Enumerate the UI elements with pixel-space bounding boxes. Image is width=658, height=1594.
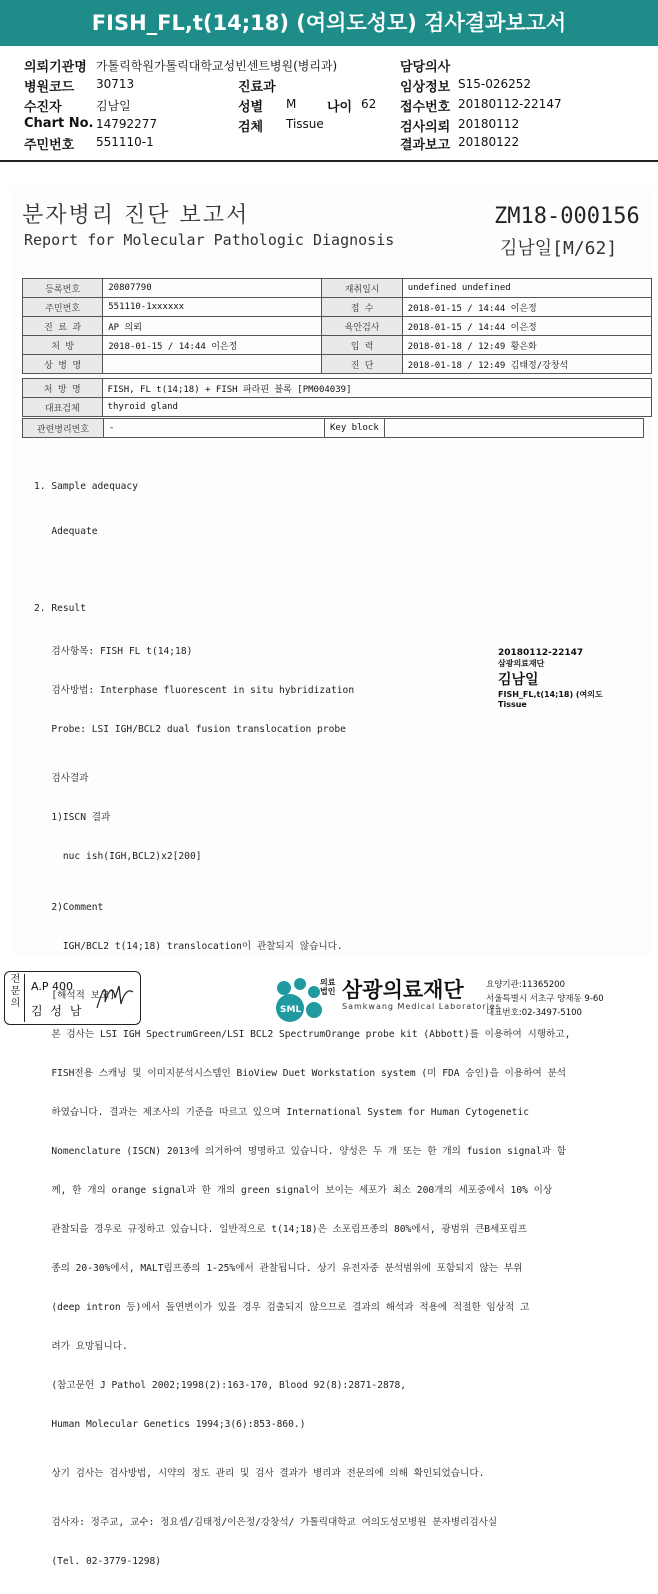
body-line: (deep intron 등)에서 돌연변이가 있을 경우 검출되지 않으므로 결과의 해석과 적용에 적절한 임상적 고 <box>34 1302 530 1313</box>
order-label: 처 방 명 <box>23 379 103 398</box>
related-table <box>22 418 644 438</box>
body-line: (Tel. 02-3779-1298) <box>34 1556 162 1567</box>
table-label: 처 방 <box>23 336 103 355</box>
table-label: 진 료 과 <box>23 317 103 336</box>
sticker-test: FISH_FL,t(14;18) (여의도 <box>498 690 603 699</box>
body-line: IGH/BCL2 t(14;18) translocation이 관찰되지 않습니다. <box>34 941 343 952</box>
value-hospital-code: 30713 <box>96 77 135 91</box>
label-resident-no: 주민번호 <box>24 138 75 153</box>
table-label: 주민번호 <box>23 298 103 317</box>
label-department: 진료과 <box>238 80 276 95</box>
body-line: 1)ISCN 결과 <box>34 812 111 823</box>
footer <box>0 966 658 1039</box>
org-info-line: 서울특별시 서초구 양재동 9-60 <box>486 994 604 1004</box>
table-value: 2018-01-18 / 12:49 김태정/강창석 <box>402 355 651 374</box>
label-hospital-code: 병원코드 <box>24 80 75 95</box>
section-heading: 1. Sample adequacy <box>34 481 138 492</box>
patient-header <box>0 50 658 160</box>
value-age: 62 <box>361 97 377 111</box>
logo-prefix <box>320 978 335 996</box>
table-value: AP 의뢰 <box>103 317 322 336</box>
pathologist-stamp <box>4 971 141 1025</box>
label-requesting-org: 의뢰기관명 <box>24 60 87 75</box>
table-value: 2018-01-18 / 12:49 황은화 <box>402 336 651 355</box>
table-value: undefined undefined <box>402 279 651 298</box>
table-row <box>23 298 652 317</box>
report-banner-title: FISH_FL,t(14;18) (여의도성모) 검사결과보고서 <box>91 11 567 35</box>
table-value: 2018-01-15 / 14:44 이은정 <box>402 317 651 336</box>
table-label: 육안검사 <box>322 317 402 336</box>
table-row <box>23 279 652 298</box>
body-line: 관찰되을 경우로 규정하고 있습니다. 일반적으로 t(14;18)은 소포림프종의 80%에서, 광범위 큰B세포림프 <box>34 1224 528 1235</box>
section-heading: 2. Result <box>34 603 86 614</box>
keyblock-value <box>384 419 643 438</box>
label-report-date: 결과보고 <box>400 138 451 153</box>
stamp-name: 김 성 남 <box>31 1004 84 1018</box>
body-line: (참고문헌 J Pathol 2002;1998(2):163-170, Blood 92(8):2871-2878, <box>34 1380 407 1391</box>
body-line: 본 검사는 LSI IGH SpectrumGreen/LSI BCL2 SpectrumOrange probe kit (Abbott)를 이용하여 시행하고, <box>34 1029 571 1040</box>
body-line: 려가 요망됩니다. <box>34 1341 128 1352</box>
logo-prefix-1: 의료 <box>320 978 336 987</box>
sticker-number: 20180112-22147 <box>498 648 584 658</box>
table-value: 2018-01-15 / 14:44 이은정 <box>402 298 651 317</box>
value-specimen: Tissue <box>286 117 324 131</box>
keyblock-label: Key block <box>325 419 385 438</box>
logo-badge: SML <box>280 1005 302 1015</box>
org-info <box>486 978 604 1020</box>
body-line: [해석적 보고] <box>34 990 115 1001</box>
value-request-date: 20180112 <box>458 117 520 131</box>
sticker-org: 삼광의료재단 <box>498 659 545 668</box>
body-line: 검사방법: Interphase fluorescent in situ hybridization <box>34 685 355 696</box>
report-title-korean: 분자병리 진단 보고서 <box>22 203 250 228</box>
value-clinical-info: S15-026252 <box>458 77 532 91</box>
specimen-value: thyroid gland <box>102 398 651 417</box>
body-line: Human Molecular Genetics 1994;3(6):853-860.) <box>34 1419 306 1430</box>
report-banner <box>0 0 658 46</box>
table-row <box>23 398 652 417</box>
org-info-line: 요양기관:11365200 <box>486 980 565 990</box>
header-divider <box>0 160 658 162</box>
table-label: 상 병 명 <box>23 355 103 374</box>
report-title-english: Report for Molecular Pathologic Diagnosis <box>24 231 395 249</box>
body-line: nuc ish(IGH,BCL2)x2[200] <box>34 851 202 862</box>
body-line: 검사자: 정주교, 교수: 정요셉/김태정/이은정/강창석/ 가톨릭대학교 여의도성모병원 분자병리검사실 <box>34 1517 498 1528</box>
stamp-code: A.P 400 <box>31 980 73 993</box>
report-number: ZM18-000156 <box>494 204 640 229</box>
label-chart-no: Chart No. <box>24 116 94 131</box>
registration-table <box>22 278 652 374</box>
body-line: Nomenclature (ISCN) 2013에 의거하여 명명하고 있습니다. 양성은 두 개 또는 한 개의 fusion signal과 함 <box>34 1146 567 1157</box>
table-value <box>103 355 322 374</box>
table-label: 등록번호 <box>23 279 103 298</box>
table-value: 2018-01-15 / 14:44 이은정 <box>103 336 322 355</box>
signature-icon <box>93 978 137 1016</box>
body-line: 하였습니다. 결과는 제조사의 기준을 따르고 있으며 International System for Human Cytogenetic <box>34 1107 529 1118</box>
specimen-sticker <box>498 648 603 709</box>
report-patient: 김남일[M/62] <box>500 238 618 259</box>
label-sex: 성별 <box>238 100 264 115</box>
logo-name: 삼광의료재단 <box>342 978 464 1002</box>
body-line: Probe: LSI IGH/BCL2 dual fusion translocation probe <box>34 724 346 735</box>
label-doctor: 담당의사 <box>400 60 451 75</box>
label-clinical-info: 임상정보 <box>400 80 451 95</box>
body-line: FISH전용 스캐닝 및 이미지분석시스템인 BioView Duet Workstation system (미 FDA 승인)을 이용하여 분석 <box>34 1068 567 1079</box>
value-sex: M <box>286 97 297 111</box>
value-resident-no: 551110-1 <box>96 135 154 149</box>
related-label: 관련병리번호 <box>23 419 104 438</box>
value-chart-no: 14792277 <box>96 117 158 131</box>
logo-prefix-2: 법인 <box>320 987 336 996</box>
value-requesting-org: 가톨릭학원가톨릭대학교성빈센트병원(병리과) <box>96 59 338 73</box>
table-label: 진 단 <box>322 355 402 374</box>
label-age: 나이 <box>327 100 353 115</box>
body-line: 상기 검사는 검사방법, 시약의 정도 관리 및 검사 결과가 병리과 전문의에 의해 확인되었습니다. <box>34 1468 485 1479</box>
table-label: 입 력 <box>322 336 402 355</box>
table-row <box>23 379 652 398</box>
body-line: 검사항목: FISH FL t(14;18) <box>34 646 193 657</box>
table-label: 재취일시 <box>322 279 402 298</box>
body-line: 검사결과 <box>34 773 89 784</box>
body-line: Adequate <box>34 526 98 537</box>
label-receipt-no: 접수번호 <box>400 100 451 115</box>
body-line: 종의 20-30%에서, MALT림프종의 1-25%에서 관찰됩니다. 상기 유전자중 분석범위에 포함되지 않는 부위 <box>34 1263 523 1274</box>
table-row <box>23 355 652 374</box>
stamp-vertical-label: 전문의 <box>7 974 25 1022</box>
logo-english: Samkwang Medical Laboratories <box>342 1002 501 1011</box>
order-table <box>22 378 652 417</box>
label-patient: 수진자 <box>24 100 62 115</box>
value-receipt-no: 20180112-22147 <box>458 97 562 111</box>
label-request-date: 검사의뢰 <box>400 120 451 135</box>
value-patient: 김남일 <box>96 99 131 113</box>
table-value: 20807790 <box>103 279 322 298</box>
value-report-date: 20180122 <box>458 135 520 149</box>
sticker-name: 김남일 <box>498 672 539 688</box>
body-line: 께, 한 개의 orange signal과 한 개의 green signal이 보이는 세포가 최소 200개의 세포중에서 10% 이상 <box>34 1185 553 1196</box>
order-value: FISH, FL t(14;18) + FISH 파라핀 블록 [PM004039] <box>102 379 651 398</box>
table-value: 551110-1xxxxxx <box>103 298 322 317</box>
table-row <box>23 317 652 336</box>
table-label: 접 수 <box>322 298 402 317</box>
body-line: 2)Comment <box>34 902 104 913</box>
table-row <box>23 419 644 438</box>
org-info-line: 대표번호:02-3497-5100 <box>486 1008 582 1018</box>
sticker-specimen: Tissue <box>498 700 527 709</box>
label-specimen: 검체 <box>238 120 264 135</box>
table-row <box>23 336 652 355</box>
related-value: - <box>104 419 325 438</box>
specimen-label: 대표검체 <box>23 398 103 417</box>
